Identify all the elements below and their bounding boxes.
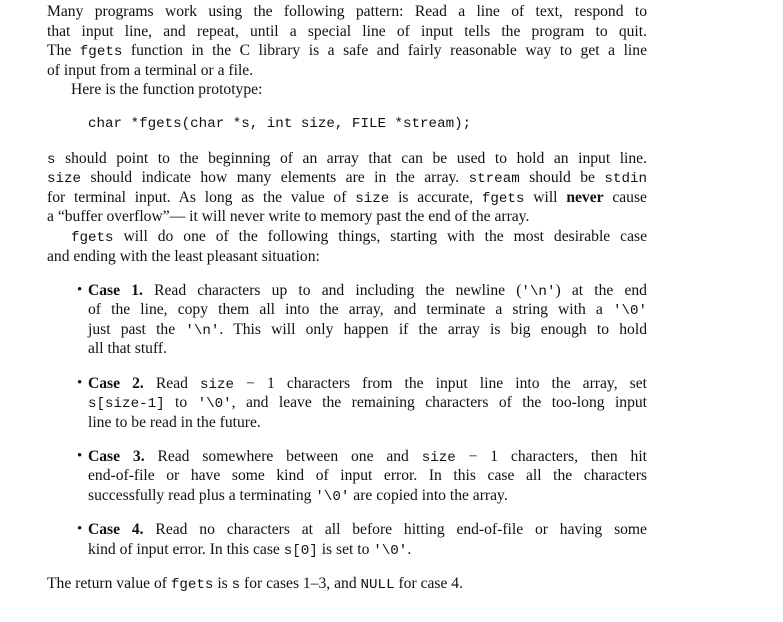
text-run: just past the xyxy=(88,320,186,338)
inline-code: '\n' xyxy=(185,322,220,339)
text-run: for terminal input. As long as the value of xyxy=(47,188,356,206)
text-run: will xyxy=(524,188,567,206)
text-run: should point to the beginning of an array that can be used to hold an input line. xyxy=(55,149,647,167)
inline-code: fgets xyxy=(481,190,525,207)
text-line xyxy=(88,281,647,301)
text-run: should indicate how many elements are in the array. xyxy=(81,169,469,187)
bold-text: Case 4. xyxy=(88,521,144,539)
text-line xyxy=(47,574,647,594)
text-run: Read somewhere between one and xyxy=(144,447,422,465)
text-line xyxy=(47,61,647,81)
inline-code: NULL xyxy=(360,576,395,593)
text-run: is accurate, xyxy=(389,188,482,206)
text-line xyxy=(88,486,647,506)
text-run: is set to xyxy=(317,540,374,558)
bullet-icon: • xyxy=(77,447,83,464)
inline-code: s xyxy=(231,576,241,593)
return-value-paragraph xyxy=(47,574,647,594)
prototype-intro xyxy=(47,80,647,100)
text-run: a “buffer overflow”— it will never write to memory past the end of the array. xyxy=(47,208,530,226)
bold-text: never xyxy=(566,188,604,206)
inline-code: '\0' xyxy=(612,303,647,320)
text-line xyxy=(47,80,647,100)
text-run: function in the C library is a safe and fairly reasonable way to get a line xyxy=(122,42,647,60)
cases-intro-paragraph xyxy=(47,227,647,266)
text-line xyxy=(88,339,647,359)
inline-code: size xyxy=(421,449,456,466)
text-line xyxy=(88,447,647,467)
text-run: is xyxy=(213,574,232,592)
text-run: line to be read in the future. xyxy=(88,413,261,431)
text-run: ) at the end xyxy=(555,281,647,299)
text-run: of the line, copy them all into the array, and terminate a string with a xyxy=(88,301,613,319)
inline-code: size xyxy=(355,190,390,207)
text-run: The return value of xyxy=(47,574,171,592)
text-run: for cases 1–3, and xyxy=(240,574,361,592)
text-line xyxy=(88,393,647,413)
text-line xyxy=(47,149,647,169)
text-run: − 1 characters from the input line into the array, set xyxy=(234,374,647,392)
bold-text: Case 2. xyxy=(88,374,144,392)
inline-code: fgets xyxy=(71,229,114,246)
text-run: of input from a terminal or a file. xyxy=(47,61,254,79)
function-prototype-code: char *fgets(char *s, int size, FILE *stream); xyxy=(88,115,472,132)
inline-code: '\0' xyxy=(315,488,350,505)
text-line xyxy=(47,41,647,61)
inline-code: size xyxy=(200,376,235,393)
text-run: all that stuff. xyxy=(88,340,167,358)
bold-text: Case 3. xyxy=(88,447,145,465)
inline-code: stream xyxy=(468,171,520,188)
list-item-case-1 xyxy=(47,281,647,359)
text-line xyxy=(88,320,647,340)
text-run: to xyxy=(164,394,198,412)
text-line xyxy=(88,540,647,560)
text-run: for case 4. xyxy=(394,574,463,592)
text-run: should be xyxy=(519,169,605,187)
text-run: that input line, and repeat, until a special line of input tells the program to quit. xyxy=(47,22,647,40)
inline-code: '\0' xyxy=(373,542,408,559)
inline-code: stdin xyxy=(604,171,647,188)
bullet-icon: • xyxy=(77,374,83,391)
parameters-paragraph xyxy=(47,149,647,227)
text-line xyxy=(88,413,647,433)
inline-code: s[0] xyxy=(283,542,318,559)
inline-code: s xyxy=(47,151,56,168)
text-run: . This will only happen if the array is big enough to hold xyxy=(219,320,647,338)
text-line xyxy=(47,207,647,227)
inline-code: s[size-1] xyxy=(88,396,165,413)
inline-code: '\n' xyxy=(521,283,556,300)
cases-list xyxy=(47,281,647,560)
text-run: Here is the function prototype: xyxy=(71,81,263,99)
text-run: kind of input error. In this case xyxy=(88,540,284,558)
text-line xyxy=(47,168,647,188)
text-line xyxy=(47,227,647,247)
text-line xyxy=(88,300,647,320)
list-item-case-3 xyxy=(47,447,647,506)
text-run: Read xyxy=(143,374,201,392)
text-line xyxy=(47,247,647,267)
text-line xyxy=(47,188,647,208)
text-run: . xyxy=(407,540,412,558)
text-line xyxy=(88,374,647,394)
inline-code: fgets xyxy=(79,44,123,61)
text-line xyxy=(47,2,647,22)
text-run: will do one of the following things, starting with the most desirable case xyxy=(113,227,647,245)
text-run: are copied into the array. xyxy=(349,486,508,504)
intro-paragraph xyxy=(47,2,647,80)
text-run: cause xyxy=(603,188,647,206)
bold-text: Case 1. xyxy=(88,281,143,299)
inline-code: fgets xyxy=(170,576,214,593)
inline-code: '\0' xyxy=(197,396,232,413)
text-line xyxy=(88,466,647,486)
text-run: Read no characters at all before hitting end-of-file or having some xyxy=(143,521,647,539)
text-run: − 1 characters, then hit xyxy=(455,447,647,465)
list-item-case-2 xyxy=(47,374,647,433)
text-run: Read characters up to and including the newline ( xyxy=(142,281,522,299)
inline-code: size xyxy=(47,171,82,188)
text-run: , and leave the remaining characters of the too-long input xyxy=(231,394,647,412)
text-run: and ending with the least pleasant situation: xyxy=(47,247,320,265)
text-run: Many programs work using the following pattern: Read a line of text, respond to xyxy=(47,3,647,20)
bullet-icon: • xyxy=(77,281,83,298)
bullet-icon: • xyxy=(77,521,83,538)
text-line xyxy=(88,520,647,540)
text-run: The xyxy=(47,42,80,60)
text-run: successfully read plus a terminating xyxy=(88,486,316,504)
text-line xyxy=(47,22,647,42)
list-item-case-4 xyxy=(47,520,647,559)
text-run: end-of-file or have some kind of input error. In this case all the characters xyxy=(88,467,647,485)
document-page xyxy=(47,2,647,593)
